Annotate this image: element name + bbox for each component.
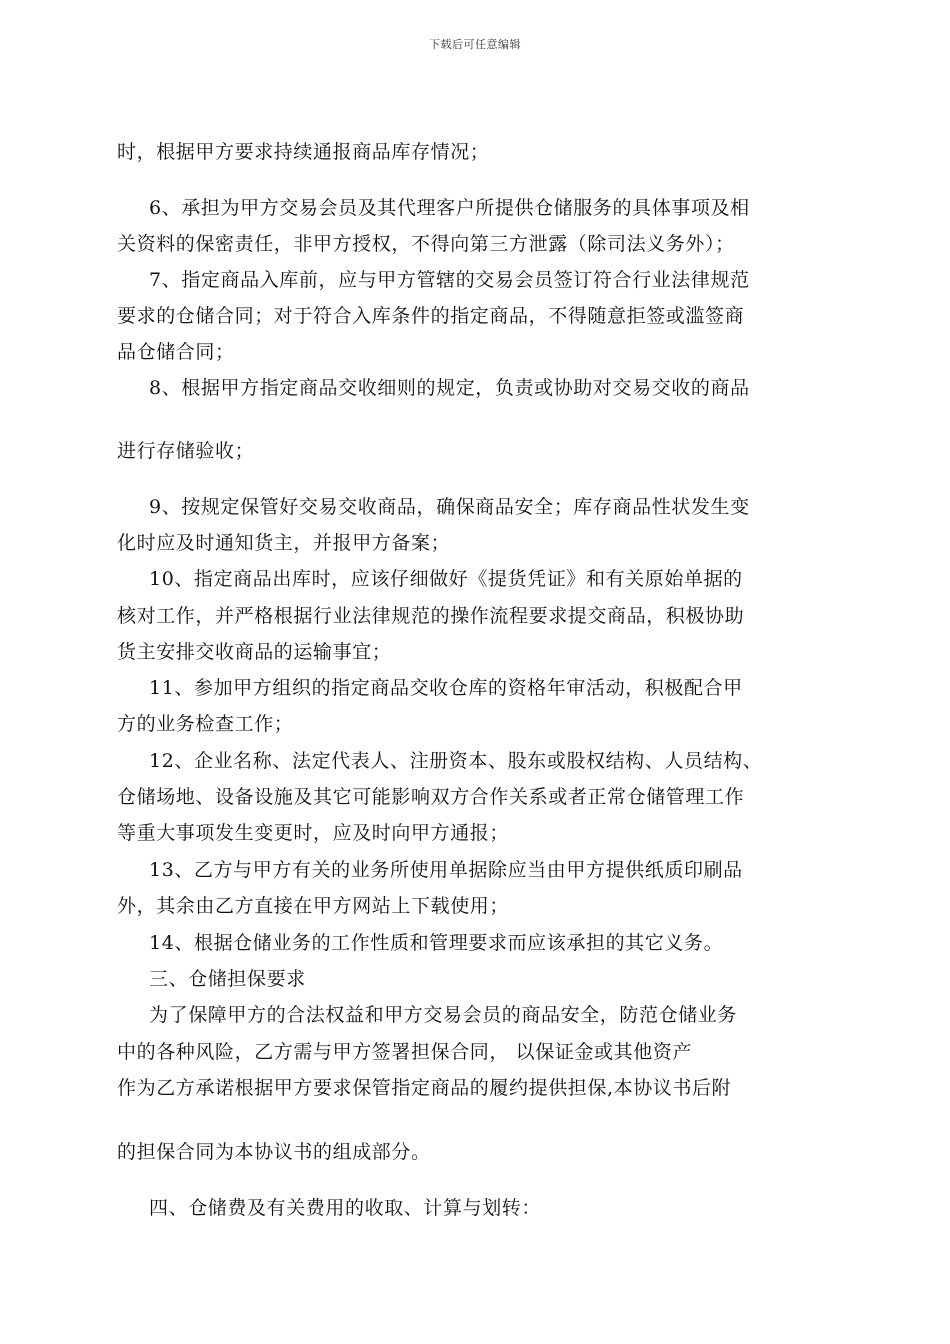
text-line: 10、指定商品出库时，应该仔细做好《提货凭证》和有关原始单据的	[149, 568, 743, 590]
section-heading: 三、仓储担保要求	[149, 968, 306, 990]
text-line: 仓储场地、设备设施及其它可能影响双方合作关系或者正常仓储管理工作	[117, 786, 745, 808]
text-line: 13、乙方与甲方有关的业务所使用单据除应当由甲方提供纸质印刷品	[149, 859, 743, 881]
text-line: 为了保障甲方的合法权益和甲方交易会员的商品安全，防范仓储业务	[149, 1004, 738, 1026]
text-line: 方的业务检查工作；	[117, 713, 294, 735]
text-line: 14、根据仓储业务的工作性质和管理要求而应该承担的其它义务。	[149, 932, 724, 954]
text-line: 核对工作，并严格根据行业法律规范的操作流程要求提交商品，积极协助	[117, 605, 745, 627]
text-line: 12、企业名称、法定代表人、注册资本、股东或股权结构、人员结构、	[149, 750, 763, 772]
text-line: 中的各种风险，乙方需与甲方签署担保合同， 以保证金或其他资产	[117, 1041, 693, 1063]
text-line: 外，其余由乙方直接在甲方网站上下载使用；	[117, 895, 510, 917]
text-line: 的担保合同为本协议书的组成部分。	[117, 1141, 431, 1163]
text-line: 9、按规定保管好交易交收商品，确保商品安全；库存商品性状发生变	[149, 496, 750, 518]
text-line: 进行存储验收；	[117, 440, 255, 462]
text-line: 7、指定商品入库前，应与甲方管辖的交易会员签订符合行业法律规范	[149, 269, 750, 291]
page-header: 下载后可任意编辑	[429, 38, 521, 51]
section-heading: 四、仓储费及有关费用的收取、计算与划转：	[149, 1197, 542, 1219]
text-line: 化时应及时通知货主，并报甲方备案；	[117, 532, 451, 554]
text-line: 8、根据甲方指定商品交收细则的规定，负责或协助对交易交收的商品	[149, 377, 750, 399]
text-line: 6、承担为甲方交易会员及其代理客户所提供仓储服务的具体事项及相	[149, 197, 750, 219]
text-line: 货主安排交收商品的运输事宜；	[117, 641, 392, 663]
text-line: 品仓储合同；	[117, 341, 235, 363]
text-line: 要求的仓储合同；对于符合入库条件的指定商品，不得随意拒签或滥签商	[117, 305, 745, 327]
text-line: 等重大事项发生变更时，应及时向甲方通报；	[117, 822, 510, 844]
text-line: 关资料的保密责任，非甲方授权，不得向第三方泄露（除司法义务外）；	[117, 233, 735, 255]
text-line: 时，根据甲方要求持续通报商品库存情况；	[117, 141, 490, 163]
text-line: 11、参加甲方组织的指定商品交收仓库的资格年审活动，积极配合甲	[149, 677, 743, 699]
text-line: 作为乙方承诺根据甲方要求保管指定商品的履约提供担保,本协议书后附	[117, 1077, 732, 1099]
